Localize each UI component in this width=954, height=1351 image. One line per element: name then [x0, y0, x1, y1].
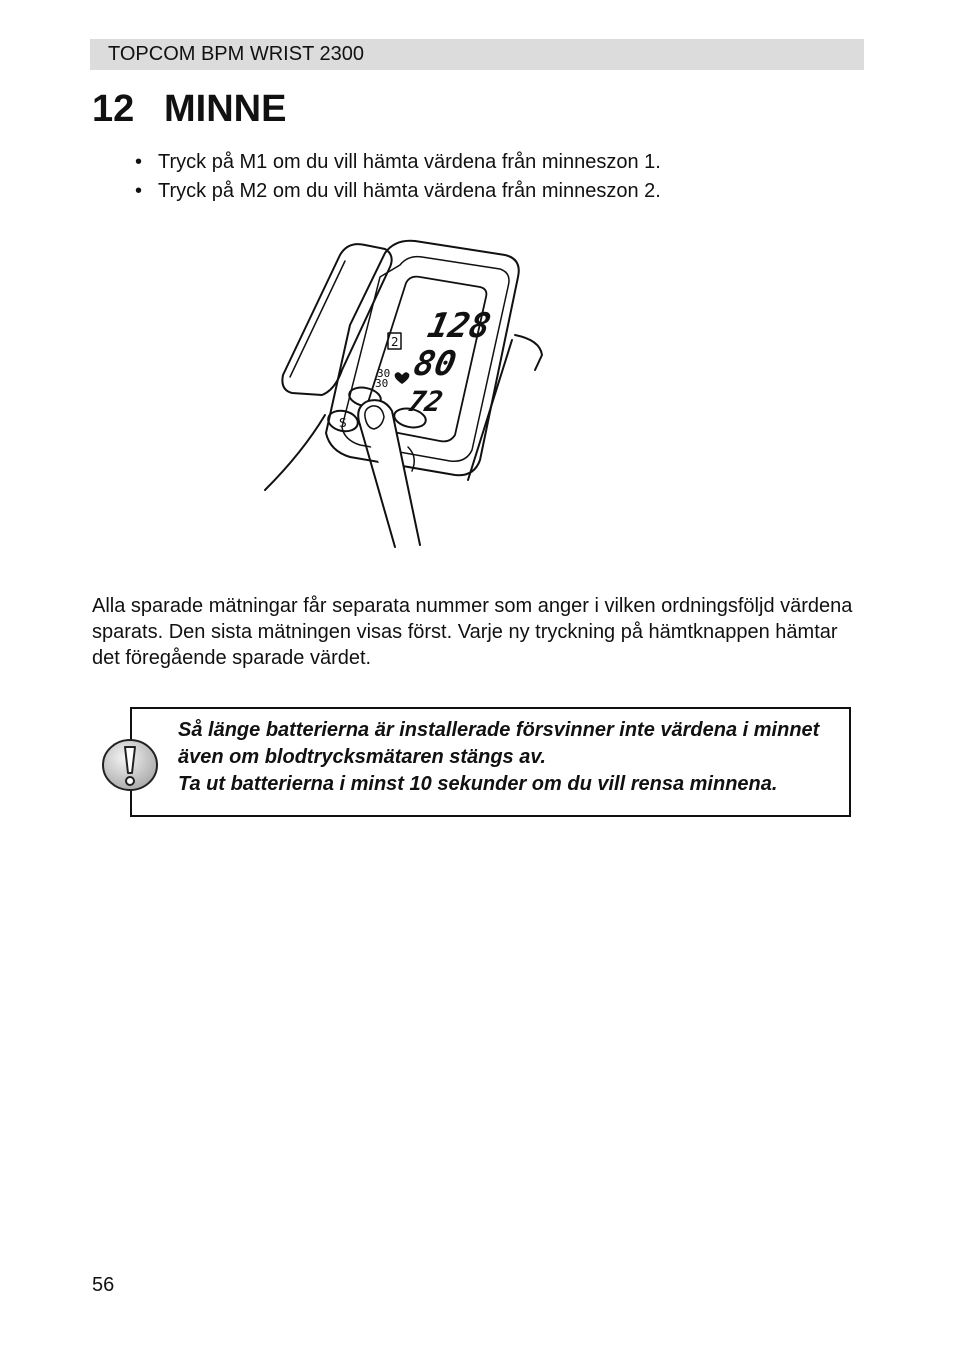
section-number: 12: [92, 88, 135, 130]
exclamation-icon: [100, 737, 160, 793]
device-illustration: [250, 225, 560, 555]
page-number: 56: [92, 1274, 115, 1296]
start-button-label: S: [339, 416, 347, 430]
cuff-left: [282, 244, 391, 395]
section-heading: [92, 84, 286, 134]
bullet-icon: •: [135, 151, 143, 173]
list-item-text: Tryck på M1 om du vill hämta värdena från minneszon 1.: [158, 151, 661, 173]
memory-zone-number: 2: [391, 335, 399, 349]
note-text: [178, 717, 843, 798]
cuff-right: [515, 335, 542, 370]
running-header: [90, 39, 864, 70]
lcd-pulse: 72: [404, 385, 446, 418]
lcd-index-bottom: 30: [375, 377, 389, 390]
list-item: [135, 177, 661, 206]
note-line-2: Ta ut batterierna i minst 10 sekunder om du vill rensa minnena.: [178, 773, 778, 795]
note-line-1: Så länge batterierna är installerade försvinner inte värdena i minnet även om blodtrycksmätaren stängs av.: [178, 719, 820, 768]
lcd-index-top: 30: [377, 367, 391, 380]
heart-icon: [395, 372, 410, 384]
list-item: [135, 148, 661, 177]
lcd-diastolic: 80: [410, 344, 460, 384]
lcd-systolic: 128: [424, 306, 495, 346]
body-paragraph: Alla sparade mätningar får separata nummer som anger i vilken ordningsföljd värdena sparats. Den sista mätningen visas först. Varje ny tryckning på hämtknappen hämtar det föregående sparade värdet.: [92, 595, 853, 669]
instruction-list: [135, 148, 661, 206]
bullet-icon: •: [135, 180, 143, 202]
cuff-left-inner: [290, 261, 345, 377]
wrist-outline: [265, 415, 325, 490]
list-item-text: Tryck på M2 om du vill hämta värdena från minneszon 2.: [158, 180, 661, 202]
header-title: TOPCOM BPM WRIST 2300: [108, 43, 364, 65]
section-title: MINNE: [164, 88, 287, 130]
